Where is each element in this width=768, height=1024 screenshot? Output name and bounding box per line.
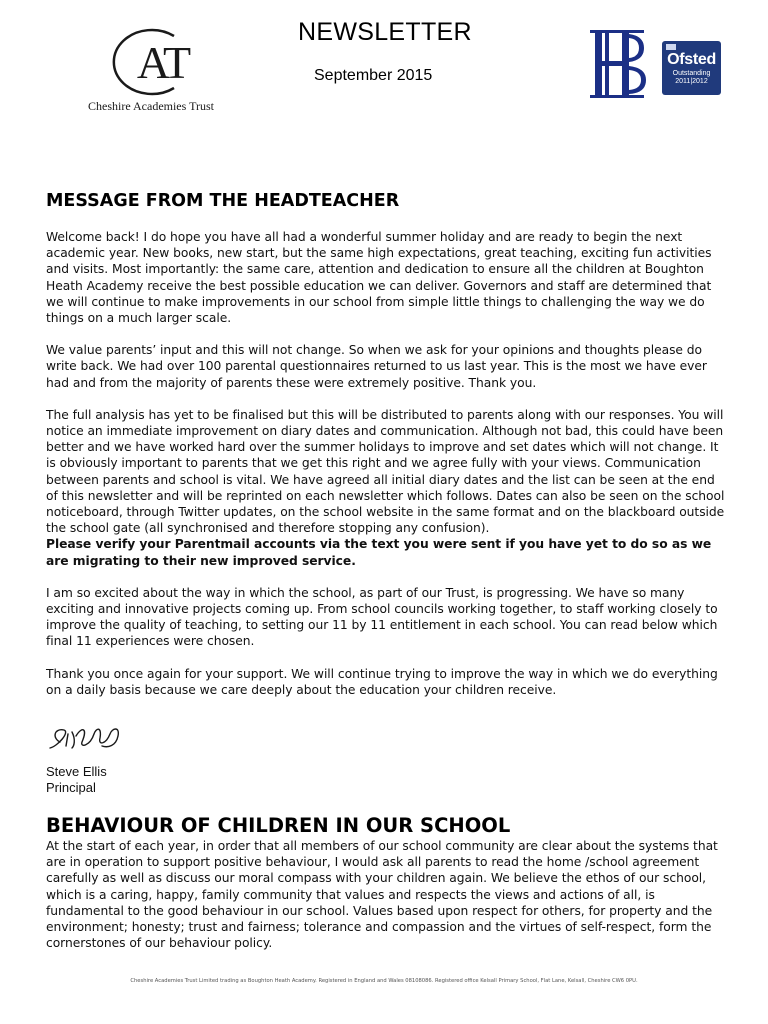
headteacher-paragraph-2: We value parents’ input and this will not change. So when we ask for your opinions and thoughts please do write back. We had over 100 parental questionnaires returned to us last year. This is the most we have ever had and from the majority of parents these were extremely positive. Thank you. — [46, 343, 707, 390]
ofsted-flag-icon — [666, 44, 676, 50]
page-footer: Cheshire Academies Trust Limited trading as Boughton Heath Academy. Registered in England and Wales 08108086. Registered office Kelsall Primary School, Flat Lane, Kelsall, Cheshire CW6 0PU. — [130, 978, 638, 984]
headteacher-heading: MESSAGE FROM THE HEADTEACHER — [46, 191, 400, 211]
ofsted-years: 2011|2012 — [675, 78, 708, 85]
headteacher-paragraph-3: The full analysis has yet to be finalised but this will be distributed to parents along with our responses. You will notice an immediate improvement on diary dates and communication. Although not bad, this could have been better and we have worked hard over the summer holidays to improve and set dates which will not change. It is obviously important to parents that we get this right and we agree fully with your views. Communication between parents and school is vital. We have agreed all initial diary dates and the list can be seen at the end of this newsletter and will be reprinted on each newsletter which follows. Dates can also be seen on the school noticeboard, through Twitter updates, on the school website in the same format and on the blackboard outside the school gate (all synchronised and therefore stopping any confusion). — [46, 407, 725, 536]
ofsted-grade: Outstanding — [672, 70, 711, 77]
trust-name: Cheshire Academies Trust — [88, 99, 214, 113]
headteacher-paragraph-1: Welcome back! I do hope you have all had a wonderful summer holiday and are ready to begin the next academic year. New books, new start, but the same high expectations, great teaching, exciting fun activities and visits. Most importantly: the same care, attention and dedication to ensure all the children at Boughton Heath Academy receive the best possible education we can deliver. Governors and staff are determined that we will continue to make improvements in our school from simple little things to challenging the way we do things on a much larger scale. — [46, 230, 712, 326]
behaviour-paragraph: At the start of each year, in order that all members of our school community are clear about the systems that are in operation to support positive behaviour, I would ask all parents to read the home /school agreement carefully as well as discuss our moral compass with your children again. We believe the ethos of our school, which is a caring, happy, family community that values and respects the views and actions of all, is fundamental to the good behaviour in our school. Values based upon respect for others, for property and the environment; honesty; trust and fairness; tolerance and compassion and the virtues of self-respect, form the cornerstones of our behaviour policy. — [46, 839, 718, 951]
newsletter-title: NEWSLETTER — [298, 18, 472, 46]
ofsted-name: Ofsted — [667, 51, 716, 68]
newsletter-date: September 2015 — [314, 67, 433, 84]
behaviour-heading: BEHAVIOUR OF CHILDREN IN OUR SCHOOL — [46, 814, 511, 838]
school-monogram-logo — [586, 28, 648, 100]
principal-name: Steve Ellis — [46, 764, 107, 780]
headteacher-paragraph-4: I am so excited about the way in which the school, as part of our Trust, is progressing. We have so many exciting and innovative projects coming up. From school councils working together, to staff working closely to improve the quality of teaching, to setting our 11 by 11 entitlement in each school. You can read below which final 11 experiences were chosen. — [46, 585, 718, 649]
parentmail-notice: Please verify your Parentmail accounts via the text you were sent if you have yet to do so as we are migrating to their new improved service. — [46, 537, 712, 568]
newsletter-body — [46, 190, 726, 952]
ofsted-badge — [662, 41, 721, 95]
principal-signature — [46, 712, 726, 764]
trust-logo — [56, 26, 246, 118]
trust-logo-letters: AT — [136, 37, 190, 88]
principal-role: Principal — [46, 780, 96, 796]
headteacher-paragraph-5: Thank you once again for your support. We will continue trying to improve the way in which we do everything on a daily basis because we care deeply about the education your children receive. — [46, 666, 718, 697]
